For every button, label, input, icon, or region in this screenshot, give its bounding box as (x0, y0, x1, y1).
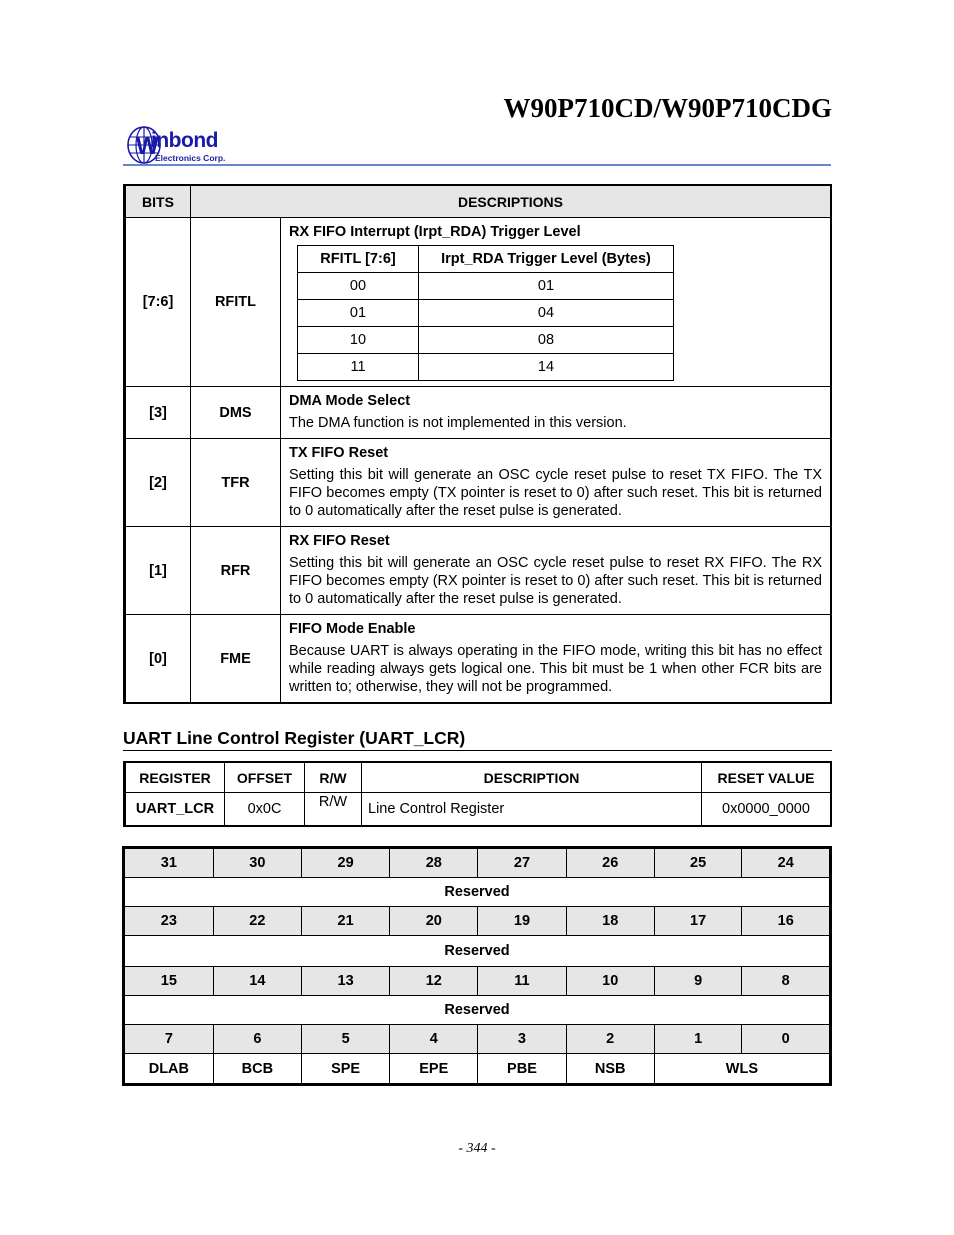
logo-wordmark: inbond (151, 129, 218, 152)
bit-number: 6 (213, 1025, 301, 1054)
sub-row (298, 327, 674, 354)
sub-row (298, 354, 674, 381)
bit-number-row (124, 907, 831, 936)
bit-name: FME (191, 615, 281, 704)
bit-range: [2] (125, 439, 191, 527)
sub-cell: 14 (419, 354, 674, 381)
bit-field-row (124, 878, 831, 907)
table-row (125, 527, 832, 615)
register-description: Line Control Register (362, 793, 702, 827)
field-epe: EPE (390, 1054, 478, 1085)
bit-range: [1] (125, 527, 191, 615)
register-rw: R/W (305, 793, 362, 827)
sub-cell: 10 (298, 327, 419, 354)
bit-number: 27 (478, 848, 566, 878)
bit-number: 7 (124, 1025, 214, 1054)
bit-number: 4 (390, 1025, 478, 1054)
description-title: TX FIFO Reset (289, 445, 389, 461)
logo-subtitle: Electronics Corp. (155, 153, 226, 163)
reserved-field: Reserved (124, 996, 831, 1025)
logo-letter: W (136, 133, 159, 160)
table-row (125, 615, 832, 704)
bit-range: [7:6] (125, 218, 191, 387)
bit-number: 9 (654, 967, 742, 996)
sub-cell: 01 (419, 273, 674, 300)
sub-cell: 08 (419, 327, 674, 354)
sub-header: Irpt_RDA Trigger Level (Bytes) (419, 246, 674, 273)
descriptions-header: DESCRIPTIONS (191, 185, 832, 218)
description-title: RX FIFO Reset (289, 533, 390, 549)
bit-number: 1 (654, 1025, 742, 1054)
sub-row (298, 300, 674, 327)
bit-number: 8 (742, 967, 831, 996)
bit-number: 13 (302, 967, 390, 996)
winbond-logo (127, 125, 257, 167)
reserved-field: Reserved (124, 936, 831, 967)
sub-cell: 01 (298, 300, 419, 327)
field-nsb: NSB (566, 1054, 654, 1085)
description-text: Setting this bit will generate an OSC cycle reset pulse to reset RX FIFO. The RX FIFO becomes empty (RX pointer is reset to 0) after such reset. This bit is returned to 0 automatically after the reset pulse is generated. (289, 555, 822, 607)
table-row (125, 218, 832, 387)
description-header: DESCRIPTION (362, 762, 702, 793)
bit-field-row (124, 936, 831, 967)
section-title: UART Line Control Register (UART_LCR) (123, 728, 466, 748)
bit-number: 16 (742, 907, 831, 936)
table-row (125, 793, 832, 827)
sub-header: RFITL [7:6] (298, 246, 419, 273)
bit-number: 23 (124, 907, 214, 936)
reserved-field: Reserved (124, 878, 831, 907)
bit-number: 14 (213, 967, 301, 996)
bits-header: BITS (125, 185, 191, 218)
bit-number: 18 (566, 907, 654, 936)
bit-number: 5 (302, 1025, 390, 1054)
page-number: - 344 - (458, 1141, 496, 1156)
bit-description (281, 387, 832, 439)
bit-description (281, 439, 832, 527)
bit-number: 22 (213, 907, 301, 936)
bit-number: 10 (566, 967, 654, 996)
field-wls: WLS (654, 1054, 830, 1085)
description-title: RX FIFO Interrupt (Irpt_RDA) Trigger Level (289, 224, 581, 240)
field-spe: SPE (302, 1054, 390, 1085)
bit-number: 24 (742, 848, 831, 878)
bit-number: 15 (124, 967, 214, 996)
bit-map-table (122, 846, 832, 1086)
bit-name: RFITL (191, 218, 281, 387)
bit-range: [3] (125, 387, 191, 439)
table-row (125, 439, 832, 527)
trigger-level-table (297, 245, 674, 381)
register-offset: 0x0C (225, 793, 305, 827)
bit-name: DMS (191, 387, 281, 439)
sub-cell: 11 (298, 354, 419, 381)
field-pbe: PBE (478, 1054, 566, 1085)
bit-number: 29 (302, 848, 390, 878)
fcr-bits-table (123, 184, 832, 704)
bit-range: [0] (125, 615, 191, 704)
description-title: FIFO Mode Enable (289, 621, 416, 637)
bit-number: 12 (390, 967, 478, 996)
bit-number: 20 (390, 907, 478, 936)
document-title: W90P710CD/W90P710CDG (503, 93, 832, 123)
bit-name: TFR (191, 439, 281, 527)
bit-number: 0 (742, 1025, 831, 1054)
reset-value-header: RESET VALUE (702, 762, 832, 793)
bit-number: 26 (566, 848, 654, 878)
sub-row (298, 273, 674, 300)
bit-number: 25 (654, 848, 742, 878)
bit-number: 30 (213, 848, 301, 878)
description-text: Setting this bit will generate an OSC cycle reset pulse to reset TX FIFO. The TX FIFO becomes empty (TX pointer is reset to 0) after such reset. This bit is returned to 0 automatically after the reset pulse is generated. (289, 467, 822, 519)
table-header-row (125, 762, 832, 793)
bit-name: RFR (191, 527, 281, 615)
field-bcb: BCB (213, 1054, 301, 1085)
sub-cell: 00 (298, 273, 419, 300)
bit-number-row (124, 1025, 831, 1054)
description-title: DMA Mode Select (289, 393, 411, 409)
table-header-row (125, 185, 832, 218)
bit-description (281, 218, 832, 387)
bit-number: 11 (478, 967, 566, 996)
bit-number: 17 (654, 907, 742, 936)
offset-header: OFFSET (225, 762, 305, 793)
description-text: The DMA function is not implemented in this version. (289, 415, 627, 431)
register-reset-value: 0x0000_0000 (702, 793, 832, 827)
field-dlab: DLAB (124, 1054, 214, 1085)
section-divider (123, 750, 832, 751)
description-text: Because UART is always operating in the FIFO mode, writing this bit has no effect while reading always gets logical one. This bit must be 1 when other FCR bits are written to; otherwise, they will not be programmed. (289, 643, 822, 695)
register-header: REGISTER (125, 762, 225, 793)
bit-description (281, 527, 832, 615)
rw-header: R/W (305, 762, 362, 793)
sub-cell: 04 (419, 300, 674, 327)
bit-number: 2 (566, 1025, 654, 1054)
bit-number: 31 (124, 848, 214, 878)
bit-description (281, 615, 832, 704)
bit-number: 28 (390, 848, 478, 878)
bit-number: 19 (478, 907, 566, 936)
register-table (123, 761, 832, 827)
bit-field-row (124, 996, 831, 1025)
header-divider (123, 164, 831, 166)
bit-number-row (124, 967, 831, 996)
bit-number-row (124, 848, 831, 878)
bit-number: 21 (302, 907, 390, 936)
register-name: UART_LCR (125, 793, 225, 827)
table-row (125, 387, 832, 439)
bit-field-row (124, 1054, 831, 1085)
bit-number: 3 (478, 1025, 566, 1054)
